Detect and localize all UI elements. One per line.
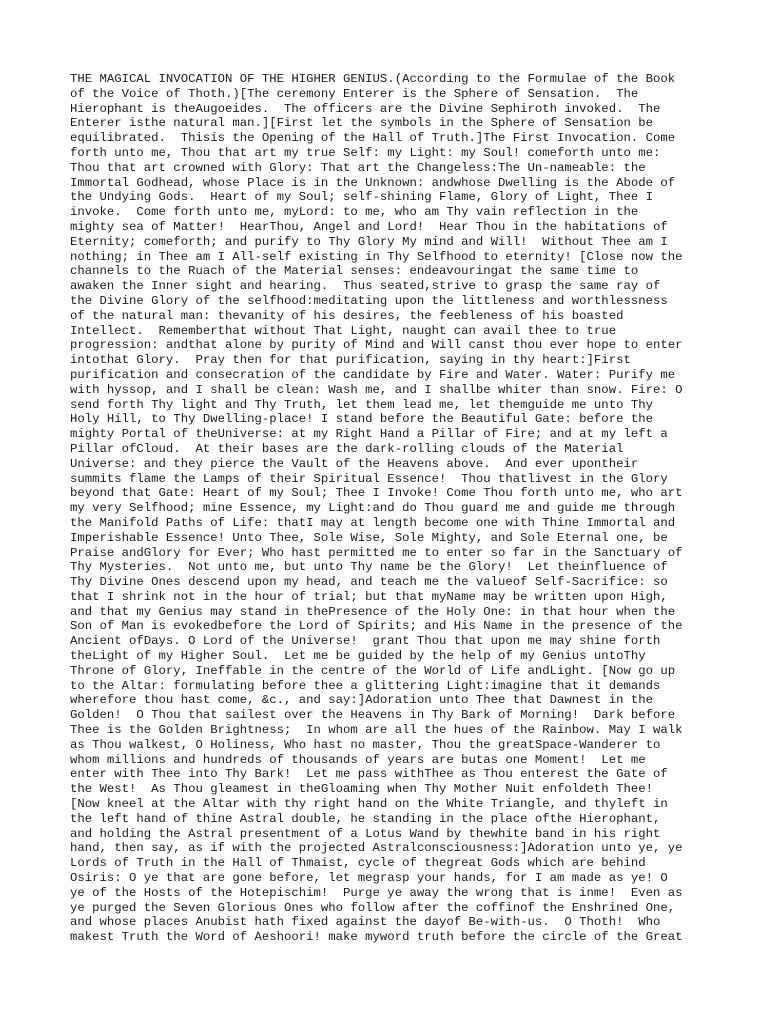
document-text-line: Eternity; comeforth; and purify to Thy Glory My mind and Will! Without Thee am I [70, 234, 668, 249]
document-text-line: awaken the Inner sight and hearing. Thus seated,strive to grasp the same ray of [70, 279, 661, 294]
document-text-line: and holding the Astral presentment of a Lotus Wand by thewhite band in his right [70, 826, 661, 841]
document-text-line: nothing; in Thee am I All-self existing in Thy Selfhood to eternity! [Close now the [70, 249, 683, 264]
document-text-line: Thou that art crowned with Glory: That art the Changeless:The Un-nameable: the [70, 160, 646, 175]
document-text-line: Lords of Truth in the Hall of Thmaist, cycle of thegreat Gods which are behind [70, 856, 646, 871]
document-text-line: Golden! O Thou that sailest over the Heavens in Thy Bark of Morning! Dark before [70, 708, 676, 723]
document-text-line: purification and consecration of the candidate by Fire and Water. Water: Purify me [70, 367, 676, 382]
document-text-line: summits flame the Lamps of their Spiritual Essence! Thou thatlivest in the Glory [70, 471, 668, 486]
document-text-line: mighty Portal of theUniverse: at my Right Hand a Pillar of Fire; and at my left a [70, 427, 668, 442]
document-text-line: Universe: and they pierce the Vault of the Heavens above. And ever upontheir [70, 456, 639, 471]
document-text-line: the left hand of thine Astral double, he standing in the place ofthe Hierophant, [70, 811, 661, 826]
document-text-line: send forth Thy light and Thy Truth, let them lead me, let themguide me unto Thy [70, 397, 653, 412]
document-text-line: Imperishable Essence! Unto Thee, Sole Wise, Sole Mighty, and Sole Eternal one, be [70, 530, 668, 545]
document-text-line: Thy Mysteries. Not unto me, but unto Thy name be the Glory! Let theinfluence of [70, 560, 668, 575]
document-text-line: enter with Thee into Thy Bark! Let me pass withThee as Thou enterest the Gate of [70, 767, 668, 782]
document-text-line: hand, then say, as if with the projected Astralconsciousness:]Adoration unto ye, ye [70, 841, 683, 856]
document-text-line: theLight of my Higher Soul. Let me be guided by the help of my Genius untoThy [70, 649, 646, 664]
document-text-line: channels to the Ruach of the Material senses: endeavouringat the same time to [70, 264, 639, 279]
document-text-line: makest Truth the Word of Aeshoori! make myword truth before the circle of the Great [70, 930, 683, 945]
document-text-line: Holy Hill, to Thy Dwelling-place! I stand before the Beautiful Gate: before the [70, 412, 653, 427]
document-text-line: of the natural man: thevanity of his desires, the feebleness of his boasted [70, 308, 624, 323]
document-text-line: the Manifold Paths of Life: thatI may at length become one with Thine Immortal and [70, 515, 676, 530]
document-text-line: invoke. Come forth unto me, myLord: to me, who am Thy vain reflection in the [70, 205, 639, 220]
document-text-line: Throne of Glory, Ineffable in the centre of the World of Life andLight. [Now go up [70, 663, 676, 678]
document-text-line: of the Voice of Thoth.)[The ceremony Enterer is the Sphere of Sensation. The [70, 86, 639, 101]
document-text-line: my very Selfhood; mine Essence, my Light:and do Thou guard me and guide me through [70, 501, 676, 516]
document-text-line: Ancient ofDays. O Lord of the Universe! grant Thou that upon me may shine forth [70, 634, 661, 649]
document-text-line: Thy Divine Ones descend upon my head, and teach me the valueof Self-Sacrifice: so [70, 575, 668, 590]
document-text-line: equilibrated. Thisis the Opening of the Hall of Truth.]The First Invocation. Come [70, 131, 676, 146]
document-text-line: and that my Genius may stand in thePresence of the Holy One: in that hour when the [70, 604, 676, 619]
document-text-line: Praise andGlory for Ever; Who hast permitted me to enter so far in the Sanctuary of [70, 545, 683, 560]
document-text-line: Enterer isthe natural man.][First let the symbols in the Sphere of Sensation be [70, 116, 653, 131]
document-text-line: ye purged the Seven Glorious Ones who follow after the coffinof the Enshrined One, [70, 900, 676, 915]
document-text-line: to the Altar: formulating before thee a glittering Light:imagine that it demands [70, 678, 661, 693]
document-text-line: intothat Glory. Pray then for that purification, saying in thy heart:]First [70, 353, 631, 368]
document-text-line: Hierophant is theAugoeides. The officers are the Divine Sephiroth invoked. The [70, 101, 661, 116]
document-text-line: beyond that Gate: Heart of my Soul; Thee I Invoke! Come Thou forth unto me, who art [70, 486, 683, 501]
document-text-line: the West! As Thou gleamest in theGloaming when Thy Mother Nuit enfoldeth Thee! [70, 782, 653, 797]
document-body-text [70, 72, 710, 945]
document-text-line: ye of the Hosts of the Hotepischim! Purge ye away the wrong that is inme! Even as [70, 885, 683, 900]
document-text-line: progression: andthat alone by purity of Mind and Will canst thou ever hope to enter [70, 338, 683, 353]
document-text-line: the Divine Glory of the selfhood:meditating upon the littleness and worthlessness [70, 293, 668, 308]
document-text-line: that I shrink not in the hour of trial; but that myName may be written upon High, [70, 589, 668, 604]
document-text-line: Immortal Godhead, whose Place is in the Unknown: andwhose Dwelling is the Abode of [70, 175, 676, 190]
document-text-line: Osiris: O ye that are gone before, let megrasp your hands, for I am made as ye! O [70, 871, 668, 886]
document-text-line: THE MAGICAL INVOCATION OF THE HIGHER GENIUS.(According to the Formulae of the Book [70, 72, 676, 86]
document-text-line: whom millions and hundreds of thousands of years are butas one Moment! Let me [70, 752, 646, 767]
document-text-line: forth unto me, Thou that art my true Self: my Light: my Soul! comeforth unto me: [70, 145, 661, 160]
document-text-line: Pillar ofCloud. At their bases are the dark-rolling clouds of the Material [70, 441, 624, 456]
document-text-line: [Now kneel at the Altar with thy right hand on the White Triangle, and thyleft in [70, 797, 668, 812]
document-text-line: as Thou walkest, O Holiness, Who hast no master, Thou the greatSpace-Wanderer to [70, 737, 661, 752]
document-text-line: mighty sea of Matter! HearThou, Angel and Lord! Hear Thou in the habitations of [70, 219, 668, 234]
document-text-line: Intellect. Rememberthat without That Light, naught can avail thee to true [70, 323, 617, 338]
document-text-line: and whose places Anubist hath fixed against the dayof Be-with-us. O Thoth! Who [70, 915, 661, 930]
document-text-line: Son of Man is evokedbefore the Lord of Spirits; and His Name in the presence of the [70, 619, 683, 634]
document-text-line: with hyssop, and I shall be clean: Wash me, and I shallbe whiter than snow. Fire: O [70, 382, 683, 397]
document-text-line: the Undying Gods. Heart of my Soul; self-shining Flame, Glory of Light, Thee I [70, 190, 653, 205]
document-text-line: wherefore thou hast come, &c., and say:]Adoration unto Thee that Dawnest in the [70, 693, 653, 708]
document-text-line: Thee is the Golden Brightness; In whom are all the hues of the Rainbow. May I walk [70, 723, 683, 738]
